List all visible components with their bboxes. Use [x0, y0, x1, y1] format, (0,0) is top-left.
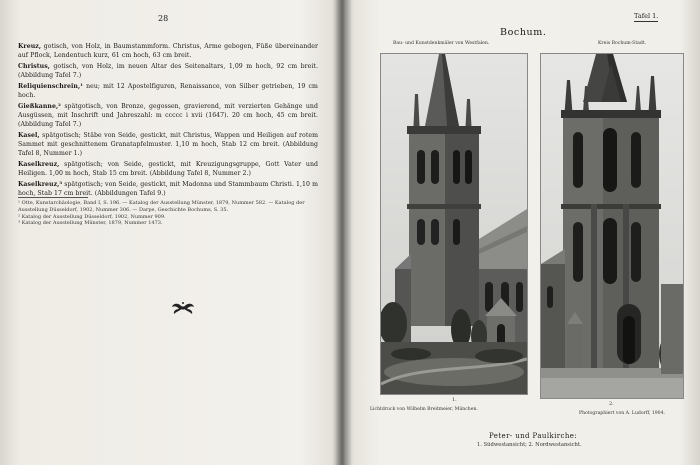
photo-credit-left: Lichtdruck von Wilhelm Breitmeier, München. [370, 407, 478, 412]
entry-kaselkreuz-2: Kaselkreuz,³ spätgotisch; von Seide, gestickt, mit Madonna und Stammbaum Christi. 1,10 m hoch, Stab 17 cm breit. (Abbildungen Tafel 9.) [18, 181, 318, 197]
district-caption: Kreis Bochum-Stadt. [598, 41, 647, 46]
entry-kreuz: Kreuz, gotisch, von Holz, in Baumstammform. Christus, Arme gebogen, Füße übereinander auf Pflock, Lendentuch kurz, 61 cm hoch, 63 cm breit. [18, 43, 318, 59]
footnote-divider [18, 197, 88, 198]
page-number: 28 [158, 14, 169, 23]
entry-christus: Christus, gotisch, von Holz, im neuen Altar des Seitenaltars, 1,09 m hoch, 92 cm breit. (Abbildung Tafel 7.) [18, 63, 318, 79]
figure-number-1: 1. [452, 397, 457, 403]
footnotes [18, 200, 318, 227]
footnote-3: ³ Katalog der Ausstellung Münster, 1879, Nummer 1473. [18, 220, 163, 227]
church-photo-northwest [540, 53, 684, 399]
footnote-1: ¹ Otte, Kunstarchäologie, Band I, S. 196. — Katalog der Ausstellung Münster, 1879, Nummer 582. — Katalog der Ausstellung Düsseldorf, 1902, Nummer 306. — Darpe, Geschichte Bochums, S. 35. [18, 200, 305, 213]
series-caption: Bau- und Kunstdenkmäler von Westfalen. [393, 41, 490, 46]
photo-credit-right: Photographiert von A. Ludorff, 1904. [579, 411, 665, 416]
entry-giesskanne: Gießkanne,² spätgotisch, von Bronze, gegossen, gravierend, mit verzierten Gehänge und Ausgüssen, mit Inschrift und Jahreszahl: m ccccc i xvii (1647). 20 cm hoch, 45 cm breit. (Abbildung Tafel 7.) [18, 103, 318, 128]
footnote-2: ² Katalog der Ausstellung Düsseldorf, 1902, Nummer 909. [18, 213, 166, 220]
entry-kaselkreuz-1: Kaselkreuz, spätgotisch; von Seide, gestickt, mit Kreuzigungsgruppe, Gott Vater und Heiligen. 1,00 m hoch, Stab 15 cm breit. (Abbildung Tafel 8, Nummer 2.) [18, 161, 318, 177]
entry-kasel: Kasel, spätgotisch; Stäbe von Seide, gestickt, mit Christus, Wappen und Heiligen auf rotem Sammet mit geschnittenem Granatapfelmuster. 1,10 m hoch, Stab 12 cm breit. (Abbildung Tafel 8, Nummer 1.) [18, 132, 318, 157]
fleuron-ornament-icon [168, 300, 198, 316]
church-photo-southwest [380, 53, 528, 395]
entry-reliquienschrein: Reliquienschrein,¹ neu; mit 12 Apostelfiguren, Renaissance, von Silber getrieben, 19 cm hoch. [18, 83, 318, 99]
page-title: Bochum. [500, 27, 547, 38]
plate-title: Peter- und Paulkirche: [489, 432, 578, 440]
figure-number-2: 2. [609, 401, 614, 407]
plate-label: Tafel 1. [634, 12, 659, 20]
book-gutter [332, 0, 354, 465]
plate-subtitle: 1. Südwestansicht; 2. Nordwestansicht. [477, 442, 582, 448]
inventory-entries [18, 42, 318, 200]
